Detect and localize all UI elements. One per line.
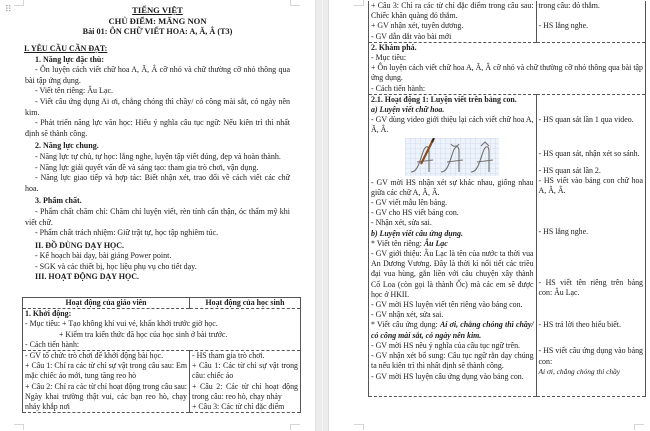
paragraph: - Năng lực giải quyết vấn đề và sáng tạo: tham gia trò chơi, vận dụng. — [35, 162, 259, 172]
document-page-left — [0, 0, 315, 431]
teacher-activity: - GV mời HS nhận xét sự khác nhau, giống nhau giữa các chữ A, Ă, Â. — [371, 177, 534, 197]
subsection-heading: 2. Năng lực chung. — [35, 141, 99, 151]
teacher-activity: - GV giới thiệu: Âu Lạc là tên của nước ta thời vua An Dương Vương. Đây là thời kì nổi tiết các triều đại vua hùng, gắn liền với câu chuyện xây thành Cổ Loa (còn gọi là thành Ốc) mà các em sẽ được học ở HKII. — [371, 249, 534, 299]
subsection-heading: 1. Năng lực đặc thù: — [35, 54, 105, 64]
paragraph: - Phẩm chất chăm chỉ: Chăm chỉ luyện viết, rèn tính cẩn thận, óc thẩm mỹ khi viết chữ. — [25, 206, 290, 227]
paragraph: - Kế hoạch bài dạy, bài giảng Power point. — [35, 251, 172, 261]
margin-corner-mark — [14, 424, 24, 430]
teacher-cell — [369, 1, 537, 42]
paragraph: - Phẩm chất trách nhiệm: Giữ trật tự, học tập nghiêm túc. — [35, 228, 219, 238]
explore-heading: 2. Khám phá. — [371, 42, 417, 52]
part-heading: b) Luyện viết câu ứng dụng. — [371, 228, 463, 238]
margin-corner-mark — [290, 424, 300, 430]
warmup-heading: 1. Khởi động: — [25, 309, 72, 319]
page-gutter — [315, 0, 329, 431]
section-heading: I. YÊU CẦU CẦN ĐẠT: — [24, 44, 108, 53]
activity-heading: 2.1. Hoạt động 1: Luyện viết trên bảng con. — [371, 94, 517, 104]
part-heading: a) Luyện viết chữ hoa. — [371, 105, 445, 115]
requirements-section — [25, 44, 290, 283]
student-activity: - HS lắng nghe. — [538, 21, 589, 31]
paragraph: - SGK và các thiết bị, học liệu phụ vụ cho tiết dạy. — [35, 261, 197, 271]
teacher-activity: + Câu 1: Chỉ ra các từ chỉ sự vật trong câu sau: Em mặc chiếc áo mới, tung tăng reo hò — [25, 361, 187, 381]
student-activity: - HS tham gia trò chơi. — [192, 351, 265, 361]
student-activity: - HS quan sát lần 2. — [538, 165, 601, 175]
margin-corner-mark — [354, 0, 364, 6]
activity-table — [22, 297, 301, 413]
student-activity: - HS viết tên riêng trên bảng con: Âu Lạc. — [538, 277, 643, 298]
student-cell — [536, 94, 645, 396]
student-activity: - HS quan sát, nhận xét so sánh. — [538, 149, 640, 159]
student-activity: - HS lắng nghe. — [538, 226, 589, 236]
teacher-activity: - Nhận xét, sửa sai. — [371, 218, 432, 228]
column-header-student: Hoạt động của học sinh — [190, 298, 301, 309]
move-handle-icon[interactable]: ⠿ — [5, 5, 11, 15]
teacher-cell — [23, 351, 190, 413]
student-activity: - HS quan sát lần 1 qua video. — [538, 115, 634, 125]
sentence-value: Ai ơi, chẳng chóng thì chầy/ có công mài sắt, có ngày nên kim. — [371, 320, 534, 340]
teacher-activity: - GV mời HS luyện viết tên riêng vào bảng con. — [371, 300, 523, 310]
teacher-activity: - GV dùng video giới thiệu lại cách viết chữ hoa A, Ă, Â. — [371, 115, 534, 135]
subsection-heading: 3. Phẩm chất. — [35, 196, 82, 206]
explore-cell — [369, 42, 646, 94]
sentence-label: * Viết câu ứng dụng: — [371, 320, 441, 330]
student-activity: + Câu 1: Các từ chỉ sự vật trong câu: chiếc áo — [192, 361, 298, 381]
student-activity: trong câu: đỏ thắm. — [538, 1, 600, 10]
method-line: - Cách tiến hành: — [25, 339, 80, 349]
method-line: - Cách tiến hành: — [371, 83, 426, 93]
student-activity: + Câu 3: Các từ chỉ đặc điểm — [192, 402, 285, 412]
goal-line: + Ôn luyện cách viết chữ hoa A, Ă, Â cỡ nhỏ và chữ thường cỡ nhỏ thông qua bài tập ứng dụng. — [371, 63, 643, 83]
teacher-activity: - GV mời HS luyện câu ứng dụng vào bảng con. — [371, 371, 524, 381]
activity-table-continued — [368, 1, 646, 397]
lesson-title: Bài 01: ÔN CHỮ VIẾT HOA: A, Ă, Â (T3) — [82, 27, 233, 36]
column-header-teacher: Hoạt động của giáo viên — [23, 298, 190, 309]
handwriting-sample-image — [405, 138, 499, 176]
teacher-activity: + GV nhận xét, tuyên dương. — [371, 21, 464, 31]
section-heading: III. HOẠT ĐỘNG DẠY HỌC. — [35, 272, 140, 282]
teacher-activity: - GV viết mẫu lên bảng. — [371, 198, 448, 208]
student-activity: - HS trả lời theo hiểu biết. — [538, 320, 621, 330]
teacher-cell — [369, 94, 537, 396]
goal-line: - Mục tiêu: + Tạo không khí vui vẻ, khấn khởi trước giờ học. — [25, 319, 218, 329]
paragraph: - Ôn luyện cách viết chữ hoa A, Ă, Â cỡ nhỏ và chữ thường cỡ nhỏ thông qua bài tập ứng dụng. — [25, 65, 290, 85]
student-sample-sentence: Ai ơi, chẳng chóng thì chầy — [538, 366, 621, 376]
student-activity: + Câu 2: Các từ chỉ hoạt động trong câu: reo hò, chạy nhảy — [192, 381, 298, 401]
paragraph: - Năng lực tự chủ, tự học: lắng nghe, luyện tập viết đúng, đẹp và hoàn thành. — [35, 151, 281, 161]
name-value: Âu Lạc — [423, 238, 448, 248]
goal-line: - Mục tiêu: — [371, 53, 407, 63]
subject-title: TIẾNG VIỆT — [132, 5, 183, 15]
teacher-activity: - GV mời HS nêu ý nghĩa của câu tục ngữ trên. — [371, 340, 520, 350]
student-cell — [536, 1, 645, 42]
student-activity: - HS viết câu ứng dụng vào bảng con: — [538, 346, 643, 366]
teacher-activity: - GV nhận xét, sửa sai. — [371, 310, 444, 320]
teacher-activity: - GV dẫn dắt vào bài mới — [371, 31, 452, 41]
paragraph: - Viết tên riêng: Âu Lạc. — [35, 86, 114, 96]
teacher-activity: - GV cho HS viết bảng con. — [371, 208, 459, 218]
warmup-cell — [23, 309, 301, 351]
name-label: * Viết tên riêng: — [371, 238, 424, 248]
student-cell — [190, 351, 301, 413]
paragraph: - Năng lực giao tiếp và hợp tác: Biết nhận xét, trao đổi về cách viết các chữ hoa. — [25, 173, 290, 193]
section-heading: II. ĐỒ DÙNG DẠY HỌC. — [35, 240, 125, 250]
teacher-activity — [371, 320, 534, 340]
theme-title: CHỦ ĐIỂM: MĂNG NON — [108, 16, 207, 26]
margin-corner-mark — [354, 424, 364, 430]
teacher-activity — [371, 239, 534, 249]
teacher-activity: - GV nhận xét bổ sung: Câu tục ngữ rằn dạy chúng ta nếu kiên trì thì nhất định sẽ thành công. — [371, 351, 534, 371]
goal-line: + Kiểm tra kiến thức đã học của học sinh ở bài trước. — [59, 329, 228, 339]
teacher-activity: + Câu 3: Chỉ ra các từ chỉ đặc điểm trong câu sau: Chiếc khăn quàng đỏ thắm. — [371, 1, 534, 21]
document-page-right — [329, 0, 650, 431]
paragraph: - Phát triển năng lực văn học: Hiểu ý nghĩa câu tục ngữ: Nếu kiên trì thì nhất định sẽ thành công. — [25, 118, 290, 138]
student-activity: - HS viết vào bảng con chữ hoa A, Ă, Â. — [538, 175, 643, 196]
teacher-activity: - GV tổ chức trò chơi để khởi động bài học. — [25, 351, 164, 361]
margin-corner-mark — [634, 424, 644, 430]
teacher-activity: + Câu 2: Chỉ ra các từ chỉ hoạt động trong câu sau: Ngày khai trường thật vui, các bạn reo hò, chạy nhảy khắp nơi — [25, 381, 187, 412]
paragraph: - Viết câu ứng dụng Ai ơi, chẳng chóng thì chầy/ có công mài sắt, có ngày nên kim. — [25, 96, 290, 117]
